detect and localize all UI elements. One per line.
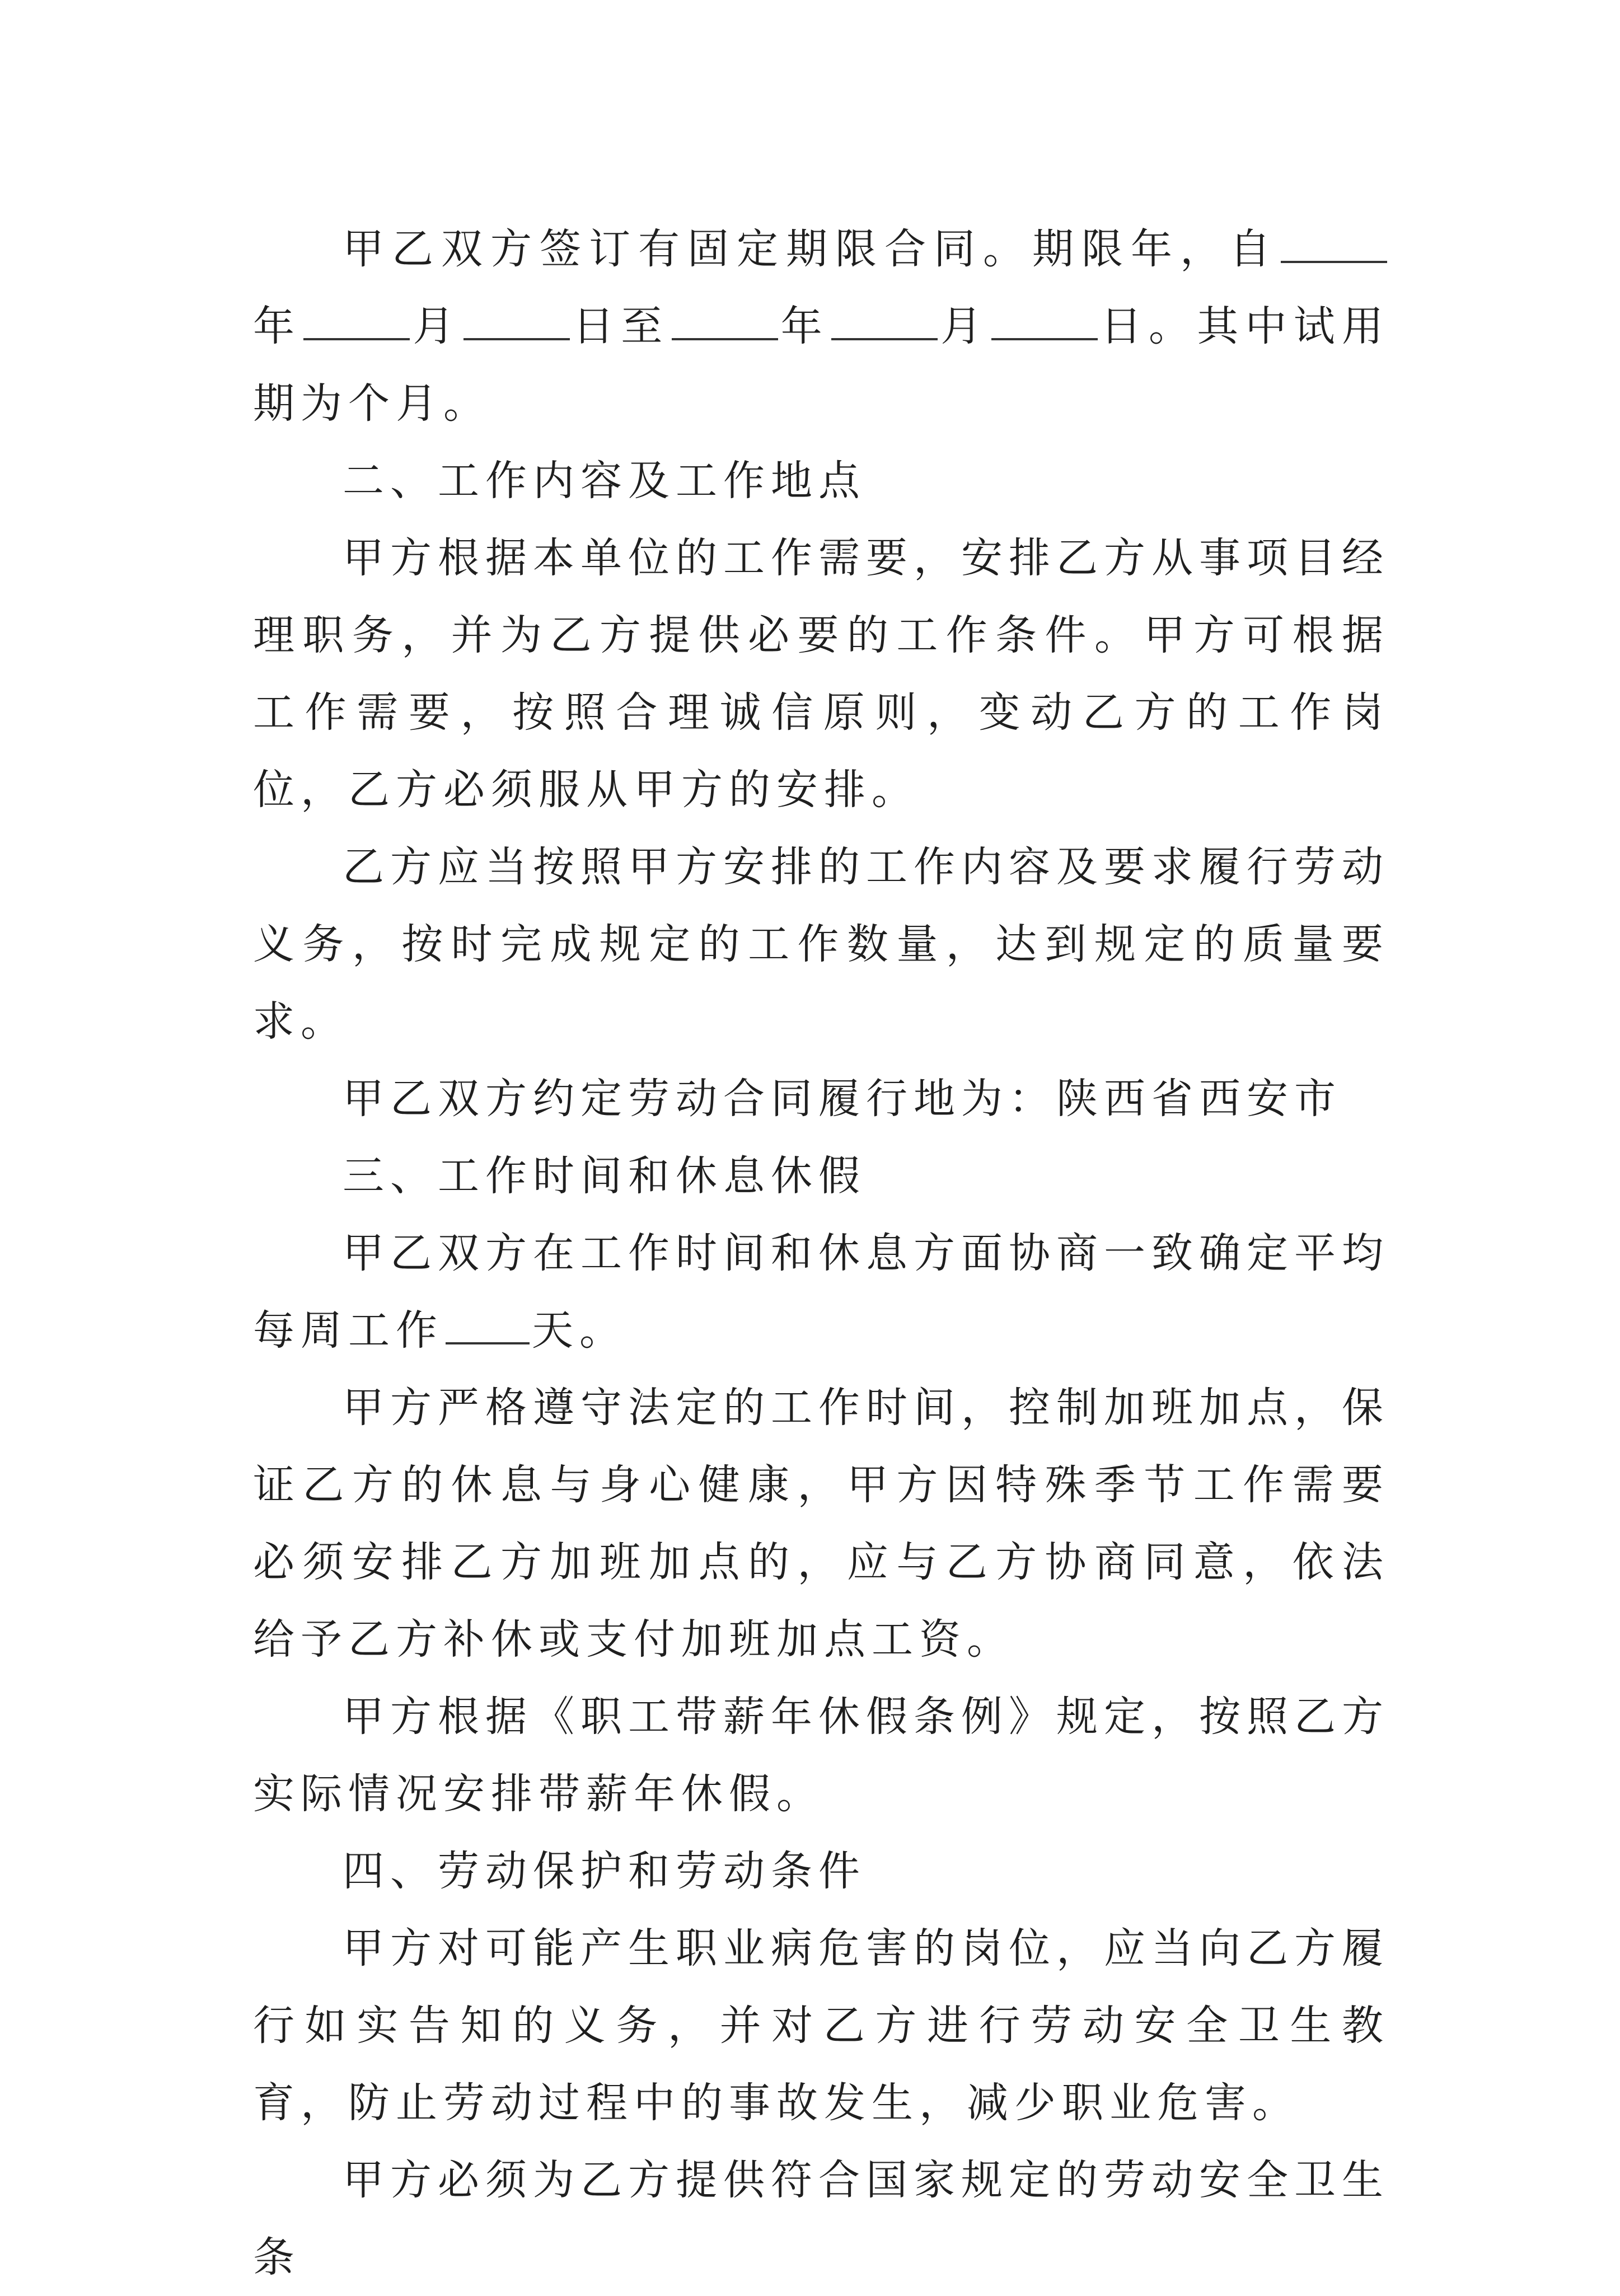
paragraph-occupational-hazard: 甲方对可能产生职业病危害的岗位，应当向乙方履行如实告知的义务，并对乙方进行劳动安全卫生教育，防止劳动过程中的事故发生，减少职业危害。 xyxy=(253,1924,1389,2127)
contract-term-paragraph xyxy=(253,210,1389,442)
section-heading-work-content: 二、工作内容及工作地点 xyxy=(343,457,866,505)
document-body xyxy=(253,210,1389,2296)
work-days-text-after: 天。 xyxy=(532,1306,627,1355)
paragraph-safety-conditions: 甲方必须为乙方提供符合国家规定的劳动安全卫生条 xyxy=(253,2156,1389,2281)
blank-month-start-a xyxy=(303,304,410,340)
section-heading-labor-protection: 四、劳动保护和劳动条件 xyxy=(343,1847,866,1895)
blank-work-days xyxy=(446,1309,530,1344)
term-text-7: 日。其中试用期为个月。 xyxy=(253,302,1389,428)
paragraph-work-duties: 乙方应当按照甲方安排的工作内容及要求履行劳动义务，按时完成规定的工作数量，达到规定的质量要求。 xyxy=(253,843,1389,1046)
term-text-2: 年 xyxy=(253,302,302,350)
blank-year-end xyxy=(672,304,778,340)
blank-year-start xyxy=(1281,227,1387,263)
term-text-1: 甲乙双方签订有固定期限合同。期限年，自 xyxy=(343,225,1279,273)
blank-day-end xyxy=(991,304,1098,340)
term-text-4: 日至 xyxy=(572,302,669,350)
term-text-6: 月 xyxy=(940,302,989,350)
paragraph-overtime: 甲方严格遵守法定的工作时间，控制加班加点，保证乙方的休息与身心健康，甲方因特殊季节工作需要必须安排乙方加班加点的，应与乙方协商同意，依法给予乙方补休或支付加班加点工资。 xyxy=(253,1384,1389,1664)
term-text-3: 月 xyxy=(412,302,461,350)
paragraph-job-assignment: 甲方根据本单位的工作需要，安排乙方从事项目经理职务，并为乙方提供必要的工作条件。甲方可根据工作需要，按照合理诚信原则，变动乙方的工作岗位，乙方必须服从甲方的安排。 xyxy=(253,534,1389,814)
blank-day-start xyxy=(463,304,570,340)
section-heading-working-hours: 三、工作时间和休息休假 xyxy=(343,1152,866,1200)
paragraph-annual-leave: 甲方根据《职工带薪年休假条例》规定，按照乙方实际情况安排带薪年休假。 xyxy=(253,1693,1389,1818)
paragraph-work-location: 甲乙双方约定劳动合同履行地为：陕西省西安市 xyxy=(343,1075,1342,1123)
blank-month-end xyxy=(831,304,938,340)
work-days-text-before: 甲乙双方在工作时间和休息方面协商一致确定平均每周工作 xyxy=(253,1229,1389,1355)
paragraph-work-days xyxy=(253,1215,1389,1369)
term-text-5: 年 xyxy=(780,302,829,350)
